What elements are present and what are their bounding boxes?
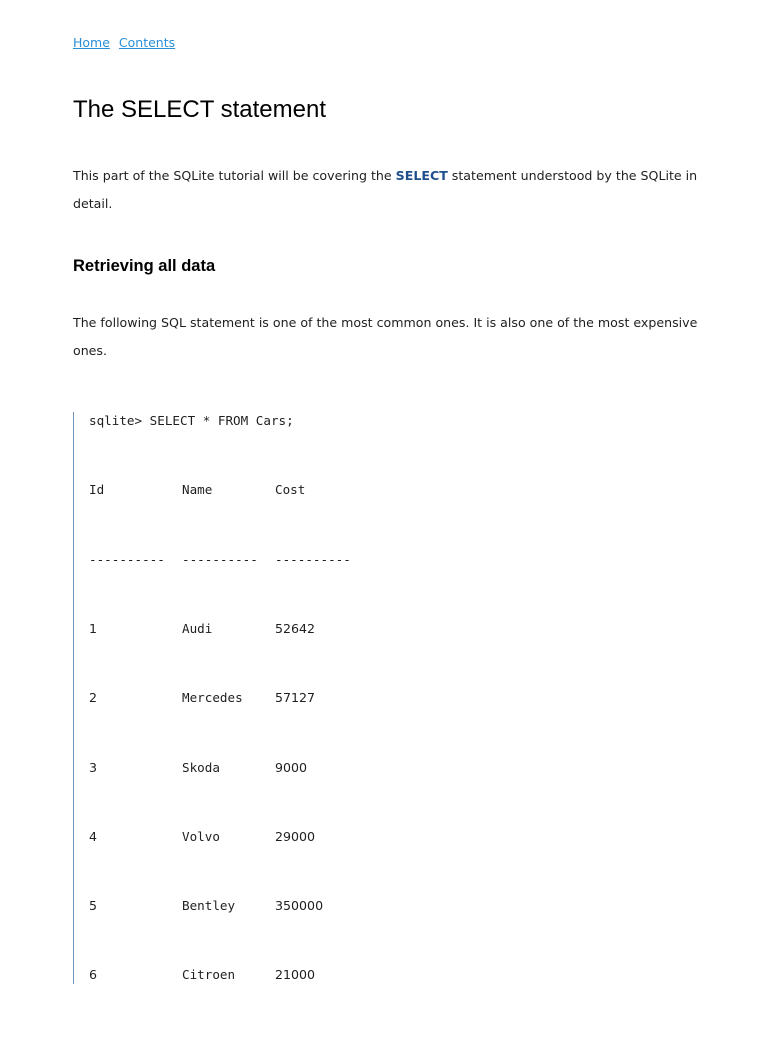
separator-name: ----------	[182, 552, 258, 567]
section-paragraph: The following SQL statement is one of the most common ones. It is also one of the most expensive ones.	[73, 315, 698, 358]
home-link[interactable]: Home	[73, 35, 110, 50]
row-name: Citroen	[182, 967, 236, 982]
row-name: Volvo	[182, 829, 220, 844]
code-header-row	[89, 481, 306, 499]
row-id: 1	[89, 621, 98, 636]
intro-text-after: statement understood by the SQLite in detail.	[73, 168, 698, 211]
table-row	[89, 620, 316, 638]
row-id: 5	[89, 898, 98, 913]
intro-text-before: This part of the SQLite tutorial will be covering the	[73, 168, 396, 183]
header-name: Name	[182, 482, 213, 497]
table-row	[89, 828, 316, 846]
table-row	[89, 759, 308, 777]
intro-paragraph	[73, 162, 709, 217]
row-name: Mercedes	[182, 690, 243, 705]
code-command: sqlite> SELECT * FROM Cars;	[89, 413, 294, 428]
row-id: 4	[89, 829, 98, 844]
page-title: The SELECT statement	[73, 96, 327, 123]
select-keyword: SELECT	[395, 168, 448, 183]
row-id: 6	[89, 967, 98, 982]
breadcrumb-nav	[73, 35, 180, 50]
row-cost: 9000	[275, 760, 308, 775]
row-name: Audi	[182, 621, 213, 636]
code-separator-row	[89, 551, 351, 569]
separator-cost: ----------	[275, 552, 351, 567]
row-id: 2	[89, 690, 98, 705]
table-row	[89, 897, 324, 915]
separator-id: ----------	[89, 552, 165, 567]
section-title: Retrieving all data	[73, 257, 216, 275]
header-id: Id	[89, 482, 105, 497]
row-name: Bentley	[182, 898, 236, 913]
table-row	[89, 689, 316, 707]
table-row	[89, 966, 316, 984]
row-cost: 21000	[275, 967, 316, 982]
row-cost: 57127	[275, 690, 316, 705]
row-name: Skoda	[182, 760, 220, 775]
code-block	[73, 412, 674, 984]
row-cost: 350000	[275, 898, 324, 913]
header-cost: Cost	[275, 482, 306, 497]
row-cost: 29000	[275, 829, 316, 844]
row-cost: 52642	[275, 621, 316, 636]
contents-link[interactable]: Contents	[118, 35, 176, 50]
row-id: 3	[89, 760, 98, 775]
